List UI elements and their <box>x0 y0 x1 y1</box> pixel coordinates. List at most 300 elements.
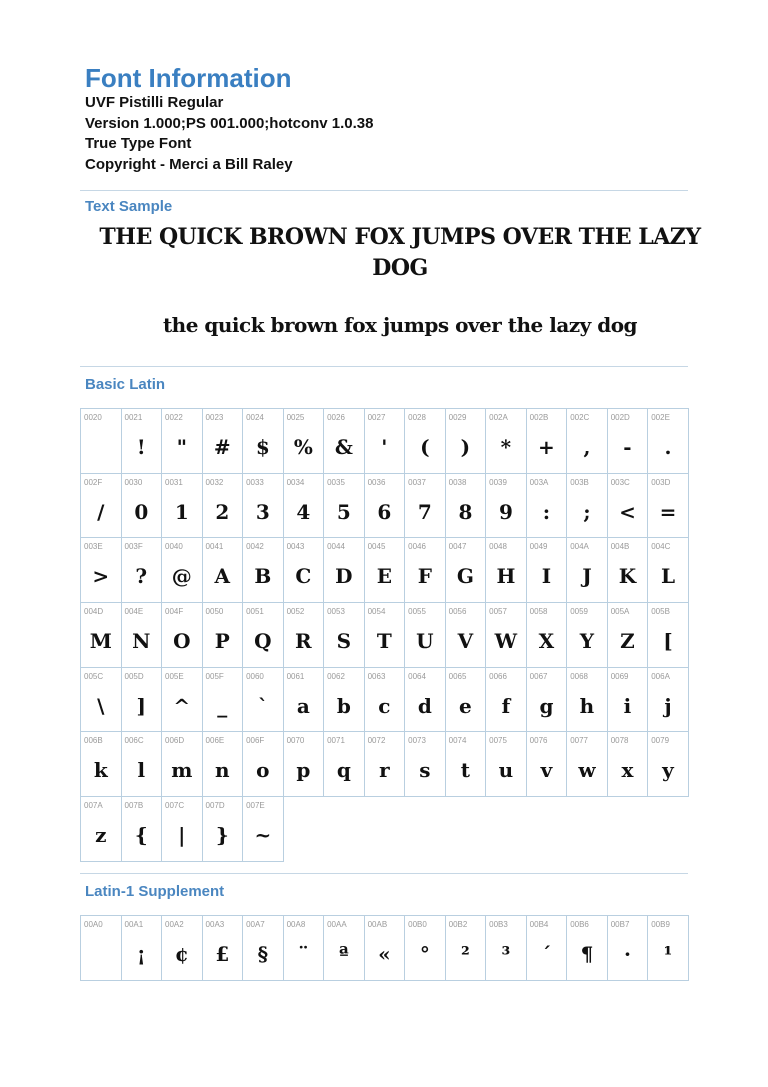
glyph: £ <box>215 942 230 966</box>
glyph: # <box>213 435 231 459</box>
glyph: « <box>378 942 391 966</box>
glyph: H <box>496 564 516 589</box>
glyph-cell <box>203 668 244 733</box>
glyph-cell <box>122 603 163 668</box>
glyph: * <box>500 435 512 459</box>
glyph-code: 0075 <box>489 736 507 746</box>
glyph-cell <box>203 474 244 539</box>
glyph-cell <box>162 916 203 981</box>
glyph: 6 <box>377 499 392 524</box>
glyph-code: 00A8 <box>286 920 306 929</box>
glyph: ¹ <box>663 942 673 966</box>
glyph-cell <box>405 732 446 797</box>
glyph-cell <box>162 732 203 797</box>
glyph-code: 0076 <box>529 736 548 746</box>
glyph-code: 0044 <box>327 542 345 552</box>
glyph-code: 002D <box>610 413 630 422</box>
glyph: i <box>623 693 632 718</box>
glyph-cell <box>81 603 122 668</box>
glyph: 8 <box>458 499 473 524</box>
glyph: \ <box>97 693 105 718</box>
glyph: g <box>539 693 554 718</box>
glyph-cell <box>284 916 325 981</box>
glyph: + <box>538 435 555 459</box>
glyph-code: 0042 <box>246 542 264 552</box>
glyph-cell <box>405 474 446 539</box>
glyph-cell <box>648 409 689 474</box>
divider <box>80 190 688 191</box>
glyph-code: 00B0 <box>408 920 427 929</box>
glyph: ) <box>460 435 471 459</box>
glyph: ? <box>135 564 148 589</box>
glyph-cell <box>405 538 446 603</box>
glyph: ¡ <box>136 942 146 966</box>
glyph: E <box>376 564 392 589</box>
glyph: W <box>494 629 518 654</box>
glyph: 3 <box>255 499 270 524</box>
glyph-code: 0065 <box>448 671 467 681</box>
glyph: A <box>214 564 231 589</box>
glyph-cell <box>162 409 203 474</box>
glyph-code: 004C <box>651 542 671 552</box>
glyph-code: 003E <box>84 542 103 552</box>
glyph-code: 006C <box>124 736 144 746</box>
glyph: ( <box>420 435 430 459</box>
glyph-code: 005A <box>610 607 630 617</box>
font-name: UVF Pistilli Regular <box>85 94 224 111</box>
glyph-code: 007E <box>246 801 265 811</box>
glyph-cell <box>203 603 244 668</box>
glyph: a <box>296 693 310 718</box>
glyph-cell <box>243 732 284 797</box>
glyph-cell <box>162 603 203 668</box>
glyph-code: 0043 <box>286 542 305 552</box>
glyph-cell <box>446 916 487 981</box>
glyph-cell <box>527 474 568 539</box>
glyph-cell <box>203 916 244 981</box>
glyph: o <box>256 758 270 783</box>
glyph-code: 0024 <box>246 413 264 422</box>
glyph: & <box>334 435 353 459</box>
glyph: . <box>664 435 672 459</box>
divider <box>80 366 688 367</box>
glyph-cell <box>324 538 365 603</box>
glyph-code: 00B7 <box>610 920 630 929</box>
glyph: Z <box>620 629 635 654</box>
glyph-cell <box>405 668 446 733</box>
glyph: u <box>498 758 514 783</box>
glyph-cell <box>486 916 527 981</box>
glyph: ] <box>136 693 146 718</box>
glyph-cell <box>608 916 649 981</box>
glyph-cell <box>365 668 406 733</box>
glyph-code: 0022 <box>165 413 183 422</box>
glyph-cell <box>608 538 649 603</box>
glyph: V <box>457 629 474 654</box>
glyph-code: 002C <box>570 413 590 422</box>
glyph-cell <box>405 603 446 668</box>
glyph-cell <box>405 916 446 981</box>
glyph-code: 00AB <box>367 920 388 929</box>
glyph-cell <box>567 732 608 797</box>
glyph-code: 005F <box>205 671 224 681</box>
glyph-code: 0051 <box>246 607 264 617</box>
glyph-cell <box>81 797 122 862</box>
glyph-code: 0077 <box>570 736 588 746</box>
glyph: b <box>336 693 351 718</box>
glyph-code: 007B <box>124 801 144 811</box>
glyph-code: 00A1 <box>124 920 144 929</box>
glyph-code: 006B <box>84 736 103 746</box>
glyph: § <box>257 942 269 966</box>
glyph-cell <box>365 409 406 474</box>
glyph-code: 0071 <box>327 736 345 746</box>
glyph: ² <box>461 942 470 966</box>
glyph-cell <box>243 474 284 539</box>
glyph-cell <box>162 797 203 862</box>
glyph-cell <box>405 409 446 474</box>
glyph-code: 0067 <box>529 671 548 681</box>
glyph-cell <box>162 538 203 603</box>
glyph: m <box>171 758 193 783</box>
glyph-code: 0059 <box>570 607 588 617</box>
glyph-code: 005B <box>651 607 670 617</box>
glyph-code: 0079 <box>651 736 670 746</box>
glyph: r <box>379 758 390 783</box>
glyph-cell <box>608 474 649 539</box>
glyph: Y <box>579 629 595 654</box>
glyph-cell <box>81 409 122 474</box>
glyph-code: 00A7 <box>246 920 265 929</box>
font-type: True Type Font <box>85 135 192 152</box>
glyph-cell <box>365 732 406 797</box>
glyph: 4 <box>296 499 311 524</box>
glyph-cell <box>81 732 122 797</box>
glyph-code: 0023 <box>205 413 224 422</box>
glyph-code: 003F <box>124 542 143 552</box>
glyph-code: 0074 <box>448 736 467 746</box>
glyph-code: 0038 <box>448 477 467 487</box>
glyph: ` <box>257 693 268 718</box>
glyph: z <box>95 823 107 848</box>
font-copyright: Copyright - Merci a Bill Raley <box>85 156 293 173</box>
glyph-code: 004B <box>610 542 630 552</box>
glyph: ³ <box>501 942 511 966</box>
glyph-cell <box>365 538 406 603</box>
glyph-code: 007D <box>205 801 225 811</box>
glyph: O <box>173 629 191 654</box>
glyph: U <box>416 629 434 654</box>
glyph-code: 0064 <box>408 671 426 681</box>
glyph: j <box>664 693 672 718</box>
glyph-code: 003D <box>651 477 671 487</box>
glyph-code: 0058 <box>529 607 548 617</box>
basic-latin-heading: Basic Latin <box>85 376 166 393</box>
glyph-cell <box>243 603 284 668</box>
glyph: h <box>579 693 595 718</box>
sample-uppercase: THE QUICK BROWN FOX JUMPS OVER THE LAZY DOG <box>99 224 701 281</box>
glyph: 5 <box>336 499 351 524</box>
glyph: , <box>583 435 591 459</box>
glyph: B <box>254 564 272 589</box>
glyph-cell <box>324 409 365 474</box>
divider <box>80 873 688 874</box>
glyph: N <box>132 629 151 654</box>
glyph-code: 0020 <box>84 413 102 422</box>
glyph: k <box>93 758 108 783</box>
glyph: P <box>214 629 230 654</box>
page-title: Font Information <box>85 63 292 93</box>
glyph: [ <box>663 629 673 654</box>
glyph-cell <box>608 603 649 668</box>
glyph-code: 006D <box>165 736 185 746</box>
glyph-cell <box>81 474 122 539</box>
glyph: X <box>538 629 555 654</box>
glyph: n <box>215 758 230 783</box>
glyph-cell <box>243 668 284 733</box>
glyph: q <box>336 758 351 783</box>
glyph-code: 0054 <box>367 607 386 617</box>
glyph-code: 0027 <box>367 413 386 422</box>
glyph: w <box>578 758 596 783</box>
glyph-code: 0040 <box>165 542 183 552</box>
glyph-code: 002B <box>529 413 549 422</box>
glyph: v <box>540 758 553 783</box>
glyph-code: 0068 <box>570 671 588 681</box>
glyph: I <box>541 564 552 589</box>
glyph: ° <box>419 942 430 966</box>
glyph-code: 00B3 <box>489 920 508 929</box>
glyph-cell <box>324 603 365 668</box>
glyph-code: 0037 <box>408 477 426 487</box>
glyph: · <box>623 942 631 966</box>
glyph-cell <box>567 603 608 668</box>
glyph: R <box>295 629 312 654</box>
glyph: ¨ <box>298 942 309 966</box>
glyph: 7 <box>417 499 432 524</box>
glyph-cell <box>122 916 163 981</box>
glyph: : <box>542 499 551 524</box>
glyph-cell <box>567 474 608 539</box>
glyph-code: 0055 <box>408 607 426 617</box>
glyph: ~ <box>254 823 272 848</box>
glyph-code: 002F <box>84 477 103 487</box>
glyph: { <box>134 823 148 848</box>
glyph-cell <box>527 538 568 603</box>
glyph-cell <box>122 409 163 474</box>
glyph-cell <box>324 732 365 797</box>
glyph-cell <box>203 409 244 474</box>
glyph-code: 0061 <box>286 671 305 681</box>
glyph: } <box>215 823 229 848</box>
glyph-cell <box>122 474 163 539</box>
sample-lowercase: the quick brown fox jumps over the lazy dog <box>162 313 638 337</box>
glyph-code: 0029 <box>448 413 467 422</box>
glyph-code: 00B4 <box>529 920 549 929</box>
glyph: 9 <box>498 499 513 524</box>
glyph-cell <box>162 668 203 733</box>
glyph-cell <box>122 732 163 797</box>
glyph-code: 0062 <box>327 671 345 681</box>
glyph-cell <box>122 668 163 733</box>
glyph: 0 <box>134 499 149 524</box>
glyph-cell <box>486 668 527 733</box>
glyph-code: 0033 <box>246 477 264 487</box>
glyph-cell <box>81 668 122 733</box>
glyph-cell <box>203 797 244 862</box>
glyph: x <box>621 758 634 783</box>
glyph-code: 00AA <box>327 920 347 929</box>
glyph-cell <box>648 538 689 603</box>
glyph-code: 0046 <box>408 542 426 552</box>
glyph-cell <box>567 916 608 981</box>
glyph-cell <box>567 668 608 733</box>
glyph: ! <box>136 435 146 459</box>
glyph-cell <box>203 538 244 603</box>
glyph: ; <box>583 499 591 524</box>
glyph-code: 00B2 <box>448 920 468 929</box>
glyph-cell <box>284 409 325 474</box>
glyph-cell <box>81 916 122 981</box>
glyph: " <box>176 435 187 459</box>
glyph-cell <box>284 732 325 797</box>
glyph: = <box>659 499 677 524</box>
glyph-code: 0057 <box>489 607 507 617</box>
glyph-cell <box>81 538 122 603</box>
glyph-cell <box>446 538 487 603</box>
glyph-cell <box>162 474 203 539</box>
glyph-cell <box>284 668 325 733</box>
glyph-code: 002A <box>489 413 508 422</box>
latin1-grid <box>80 915 689 981</box>
glyph-cell <box>203 732 244 797</box>
glyph-code: 0053 <box>327 607 345 617</box>
glyph: S <box>336 629 352 654</box>
glyph: ´ <box>541 942 552 966</box>
glyph-cell <box>648 668 689 733</box>
glyph-code: 004E <box>124 607 144 617</box>
glyph-cell <box>284 538 325 603</box>
glyph: % <box>293 435 313 459</box>
glyph: J <box>582 564 592 589</box>
glyph-cell <box>608 668 649 733</box>
glyph-code: 00B6 <box>570 920 589 929</box>
font-version: Version 1.000;PS 001.000;hotconv 1.0.38 <box>85 115 374 132</box>
glyph-code: 006E <box>205 736 225 746</box>
glyph: Q <box>254 629 272 654</box>
basic-latin-grid <box>80 408 689 862</box>
glyph-cell <box>608 409 649 474</box>
glyph-code: 0025 <box>286 413 305 422</box>
glyph-code: 0021 <box>124 413 143 422</box>
glyph-cell <box>365 916 406 981</box>
glyph-code: 0056 <box>448 607 467 617</box>
glyph-code: 0036 <box>367 477 386 487</box>
glyph-code: 00A0 <box>84 920 103 929</box>
glyph: ^ <box>173 693 191 718</box>
glyph-code: 0048 <box>489 542 507 552</box>
glyph-cell <box>324 916 365 981</box>
glyph: - <box>623 435 632 459</box>
glyph-code: 005D <box>124 671 144 681</box>
glyph: f <box>501 693 511 718</box>
glyph-code: 004F <box>165 607 184 617</box>
glyph-cell <box>648 916 689 981</box>
glyph-code: 0063 <box>367 671 386 681</box>
glyph-cell <box>122 538 163 603</box>
glyph: ' <box>381 435 388 459</box>
glyph: _ <box>217 693 228 718</box>
glyph-code: 003B <box>570 477 589 487</box>
glyph-cell <box>365 603 406 668</box>
glyph-cell <box>243 916 284 981</box>
glyph-code: 003C <box>610 477 630 487</box>
glyph-code: 0072 <box>367 736 386 746</box>
glyph-cell <box>486 409 527 474</box>
glyph: C <box>295 564 312 589</box>
glyph-cell <box>365 474 406 539</box>
glyph-code: 0047 <box>448 542 467 552</box>
glyph-cell <box>243 538 284 603</box>
glyph: < <box>619 499 636 524</box>
glyph-cell <box>243 797 284 862</box>
glyph: 2 <box>215 499 230 524</box>
glyph-cell <box>527 603 568 668</box>
glyph-cell <box>567 409 608 474</box>
glyph-code: 0066 <box>489 671 507 681</box>
glyph: t <box>460 758 471 783</box>
glyph-code: 0026 <box>327 413 345 422</box>
glyph: F <box>417 564 432 589</box>
glyph-cell <box>648 732 689 797</box>
glyph-code: 005E <box>165 671 184 681</box>
glyph-code: 0035 <box>327 477 345 487</box>
glyph-cell <box>648 474 689 539</box>
glyph: D <box>335 564 353 589</box>
glyph: e <box>459 693 472 718</box>
glyph-code: 0078 <box>610 736 629 746</box>
glyph: l <box>137 758 146 783</box>
glyph-cell <box>527 668 568 733</box>
glyph: > <box>92 564 110 589</box>
glyph-code: 0069 <box>610 671 629 681</box>
glyph-code: 0073 <box>408 736 426 746</box>
glyph: 1 <box>174 499 189 524</box>
glyph-code: 002E <box>651 413 670 422</box>
latin1-heading: Latin-1 Supplement <box>85 883 225 900</box>
glyph: d <box>417 693 432 718</box>
glyph-code: 0032 <box>205 477 224 487</box>
glyph-cell <box>324 668 365 733</box>
glyph-code: 0041 <box>205 542 224 552</box>
glyph: s <box>419 758 431 783</box>
glyph-cell <box>446 732 487 797</box>
glyph-cell <box>446 668 487 733</box>
glyph-code: 0031 <box>165 477 183 487</box>
glyph-code: 00A3 <box>205 920 225 929</box>
text-sample-heading: Text Sample <box>85 198 173 215</box>
glyph-code: 0060 <box>246 671 264 681</box>
glyph-code: 0034 <box>286 477 305 487</box>
glyph-code: 004D <box>84 607 104 617</box>
glyph: ¢ <box>174 942 189 966</box>
glyph: p <box>296 758 311 783</box>
glyph-code: 0030 <box>124 477 143 487</box>
glyph-code: 0049 <box>529 542 548 552</box>
glyph-cell <box>446 409 487 474</box>
glyph-code: 004A <box>570 542 589 552</box>
glyph-code: 00A2 <box>165 920 184 929</box>
